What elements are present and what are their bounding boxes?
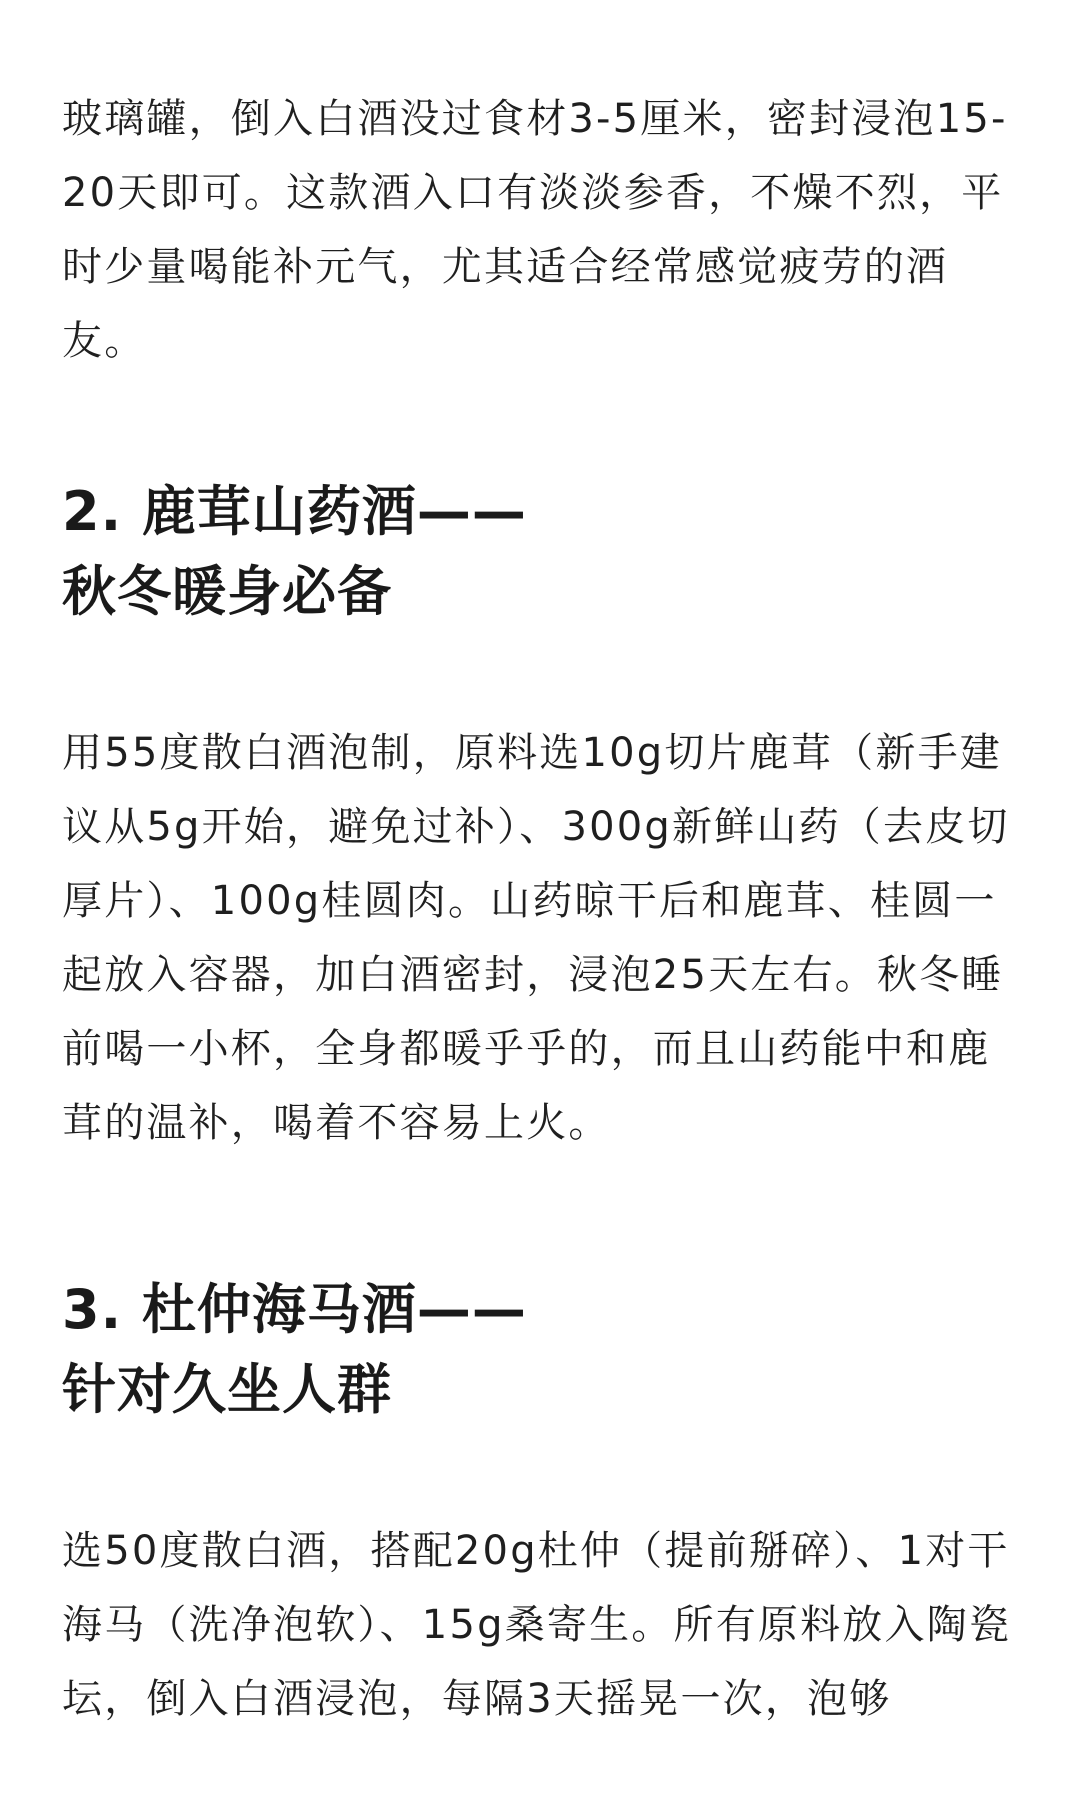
section-heading-3-line2: 针对久坐人群 bbox=[62, 1358, 392, 1421]
article-body bbox=[62, 82, 1022, 1736]
paragraph-section-2: 用55度散白酒泡制，原料选10g切片鹿茸（新手建议从5g开始，避免过补）、300g新鲜山药（去皮切厚片）、100g桂圆肉。山药晾干后和鹿茸、桂圆一起放入容器，加白酒密封，浸泡25天左右。秋冬睡前喝一小杯，全身都暖乎乎的，而且山药能中和鹿茸的温补，喝着不容易上火。 bbox=[62, 730, 1010, 1146]
section-heading-3 bbox=[62, 1270, 1022, 1430]
section-heading-2 bbox=[62, 472, 1022, 632]
section-heading-2-line2: 秋冬暖身必备 bbox=[62, 560, 392, 623]
paragraph-section-3: 选50度散白酒，搭配20g杜仲（提前掰碎）、1对干海马（洗净泡软）、15g桑寄生。所有原料放入陶瓷坛，倒入白酒浸泡，每隔3天摇晃一次，泡够 bbox=[62, 1528, 1012, 1722]
paragraph-intro: 玻璃罐，倒入白酒没过食材3-5厘米，密封浸泡15-20天即可。这款酒入口有淡淡参香，不燥不烈，平时少量喝能补元气，尤其适合经常感觉疲劳的酒友。 bbox=[62, 96, 1008, 364]
section-heading-2-line1: 2. 鹿茸山药酒—— bbox=[62, 480, 527, 543]
section-heading-3-line1: 3. 杜仲海马酒—— bbox=[62, 1278, 527, 1341]
